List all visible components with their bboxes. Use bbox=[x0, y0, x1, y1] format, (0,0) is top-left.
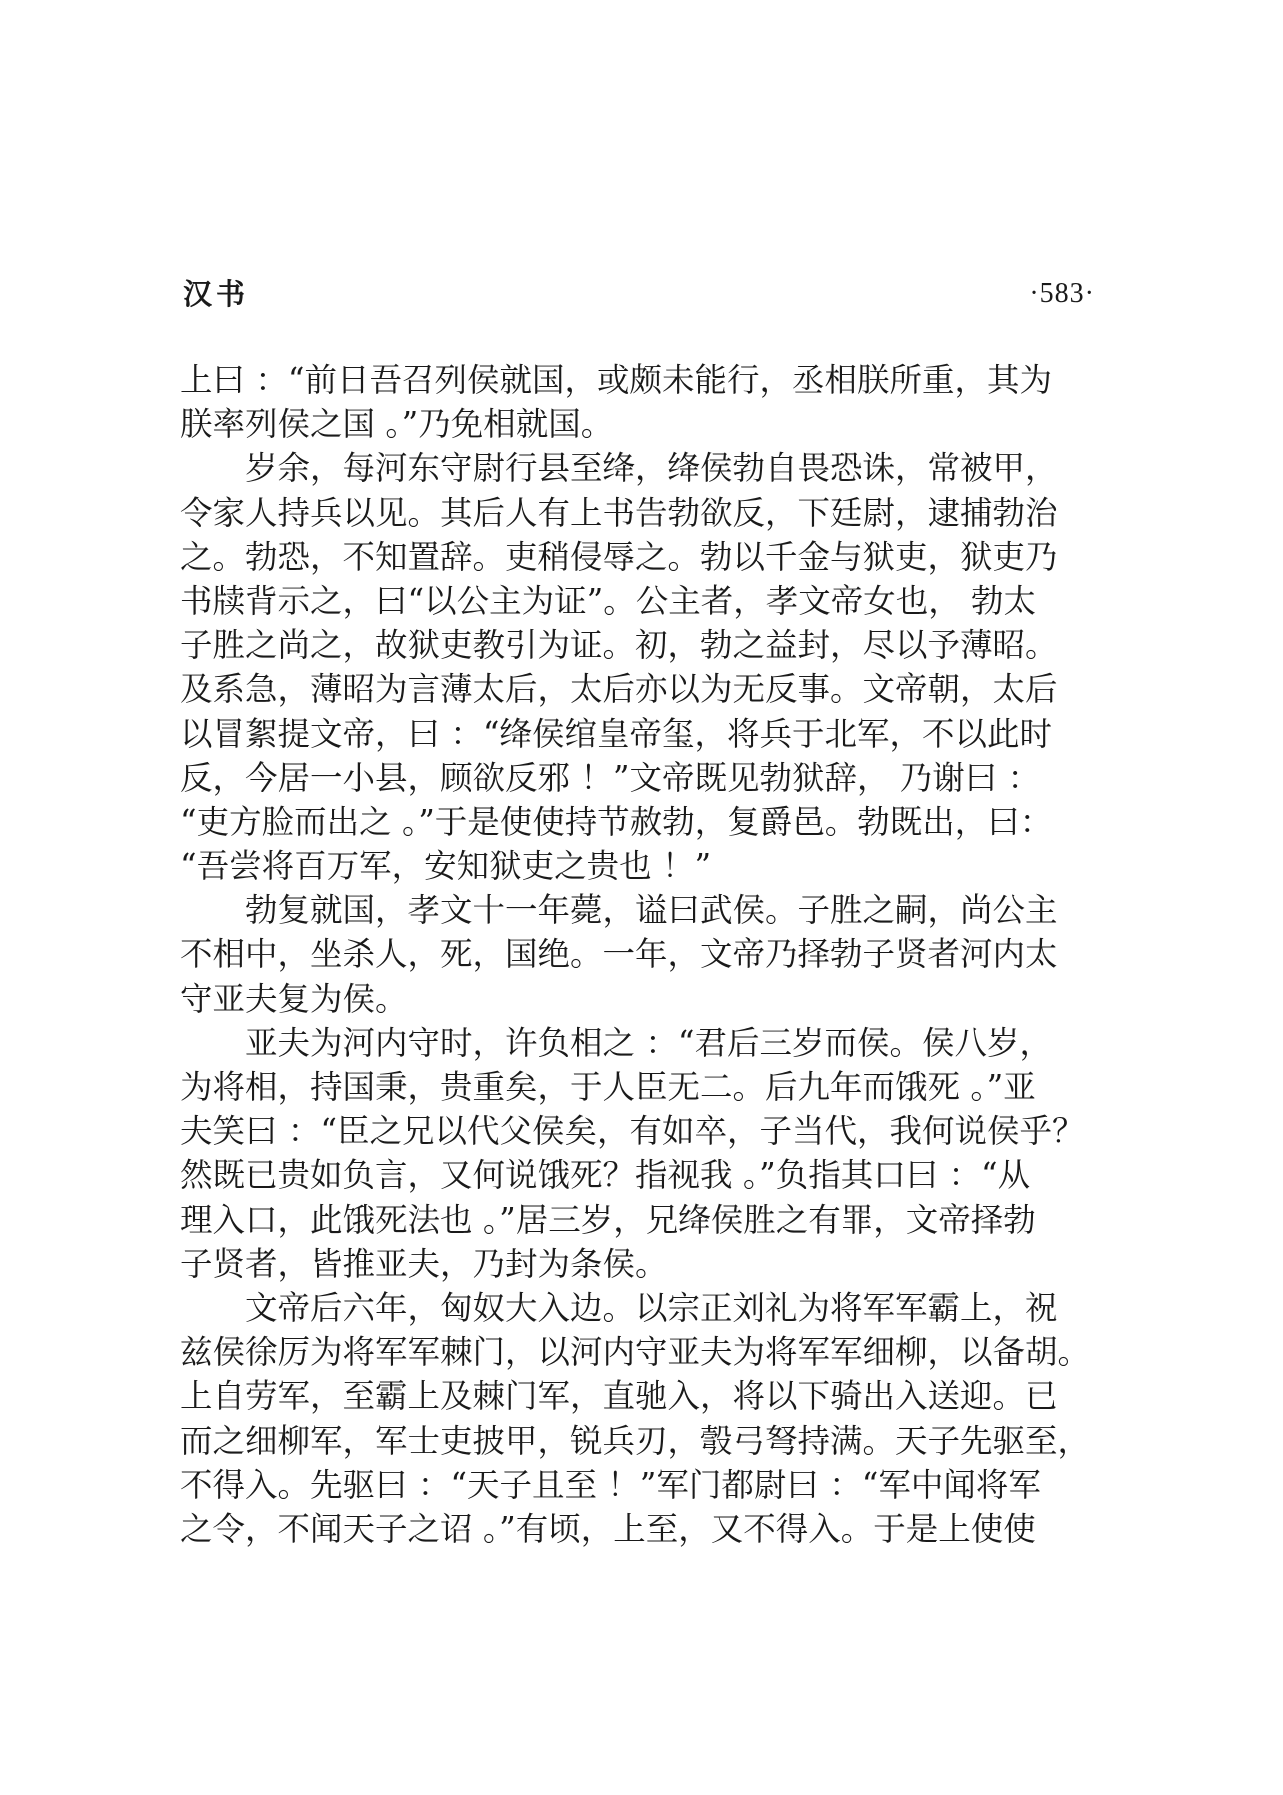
text-line: 上曰 ：“前日吾召列侯就国，或颇未能行，丞相朕所重，其为 bbox=[180, 361, 1052, 399]
text-line: 兹侯徐厉为将军军棘门，以河内守亚夫为将军军细柳，以备胡。 bbox=[180, 1333, 1091, 1372]
paragraph-first-line: 文帝后六年，匈奴大入边。以宗正刘礼为将军军霸上，祝 bbox=[245, 1288, 1058, 1327]
body-text bbox=[180, 358, 1090, 1551]
text-line: 反，今居一小县，顾欲反邪 ！”文帝既见勃狱辞， 乃谢曰 ： bbox=[180, 758, 1041, 797]
paragraph-first-line: 勃复就国，孝文十一年薨，谥曰武侯。子胜之嗣，尚公主 bbox=[245, 891, 1058, 930]
running-header bbox=[183, 272, 1095, 316]
text-line: 令家人持兵以见。其后人有上书告勃欲反，下廷尉，逮捕勃治 bbox=[180, 493, 1058, 532]
paragraph-first-line: 岁余，每河东守尉行县至绛，绛侯勃自畏恐诛，常被甲， bbox=[245, 449, 1058, 488]
page-number: ·583· bbox=[1029, 278, 1095, 309]
text-line: 子贤者，皆推亚夫，乃封为条侯。 bbox=[180, 1244, 668, 1283]
text-line: 理入口，此饿死法也 。”居三岁，兄绛侯胜之有罪，文帝择勃 bbox=[180, 1200, 1036, 1239]
text-line: 上自劳军，至霸上及棘门军，直驰入，将以下骑出入送迎。已 bbox=[180, 1377, 1058, 1416]
text-line: 朕率列侯之国 。”乃免相就国。 bbox=[180, 405, 614, 444]
paragraph-first-line: 亚夫为河内守时，许负相之 ：“君后三岁而侯。侯八岁， bbox=[245, 1023, 1052, 1062]
text-line: 之令，不闻天子之诏 。”有顷，上至，又不得入。于是上使使 bbox=[180, 1509, 1036, 1548]
text-line: 不相中，坐杀人，死，国绝。一年，文帝乃择勃子贤者河内太 bbox=[180, 935, 1058, 974]
text-line: “吾尝将百万军，安知狱吏之贵也 ！” bbox=[180, 847, 712, 886]
text-line: “吏方脸而出之 。”于是使使持节赦勃，复爵邑。勃既出，曰： bbox=[180, 802, 1053, 841]
text-line: 及系急，薄昭为言薄太后，太后亦以为无反事。文帝朝，太后 bbox=[180, 670, 1058, 709]
text-line: 而之细柳军，军士吏披甲，锐兵刃，彀弓弩持满。天子先驱至， bbox=[180, 1421, 1091, 1460]
text-line: 之。勃恐，不知置辞。吏稍侵辱之。勃以千金与狱吏，狱吏乃 bbox=[180, 537, 1058, 576]
text-line: 然既已贵如负言，又何说饿死？指视我 。”负指其口曰 ：“从 bbox=[180, 1156, 1031, 1195]
text-line: 为将相，持国秉，贵重矣，于人臣无二。后九年而饿死 。”亚 bbox=[180, 1068, 1036, 1106]
book-title: 汉书 bbox=[183, 277, 250, 311]
text-line: 不得入。先驱曰 ：“天子且至 ！”军门都尉曰 ：“军中闻将军 bbox=[180, 1465, 1041, 1504]
text-line: 守亚夫复为侯。 bbox=[180, 979, 408, 1018]
text-line: 以冒絮提文帝，曰 ：“绛侯绾皇帝玺，将兵于北军，不以此时 bbox=[180, 714, 1052, 753]
text-line: 夫笑曰 ：“臣之兄以代父侯矣，有如卒，子当代，我何说侯乎？ bbox=[180, 1112, 1085, 1151]
text-line: 子胜之尚之，故狱吏教引为证。初，勃之益封，尽以予薄昭。 bbox=[180, 626, 1058, 665]
text-line: 书牍背示之，曰“以公主为证”。公主者，孝文帝女也， 勃太 bbox=[180, 581, 1037, 620]
